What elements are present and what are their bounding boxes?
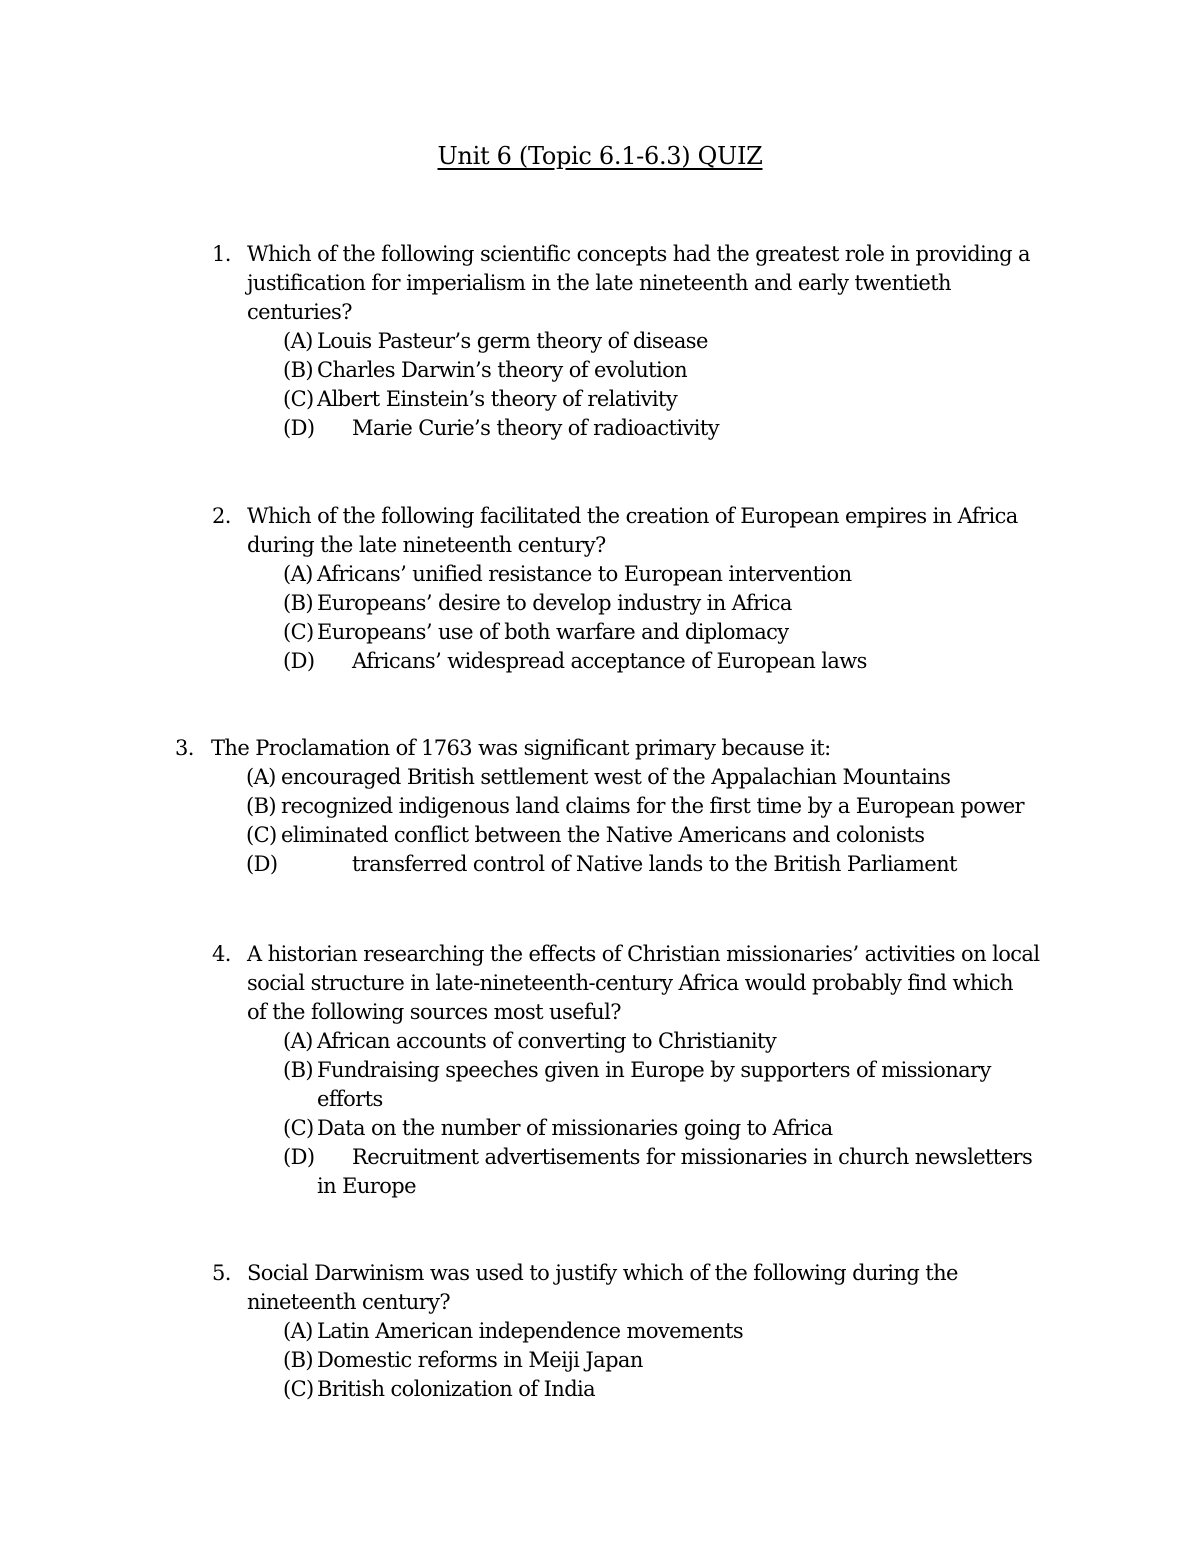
option-letter: (B)	[246, 794, 277, 818]
option-letter: (D)	[246, 852, 278, 876]
option-letter: (B)	[283, 1348, 314, 1372]
answer-option-a[interactable]	[247, 1317, 958, 1346]
answer-option-c[interactable]	[211, 821, 925, 850]
answer-option-d[interactable]	[211, 850, 957, 879]
question-number: 2.	[212, 504, 231, 528]
option-text: Europeans’ desire to develop industry in Africa	[317, 591, 792, 615]
answer-option-d[interactable]	[247, 647, 1018, 676]
question-text-line: during the late nineteenth century?	[247, 533, 606, 557]
option-text: African accounts of converting to Christianity	[317, 1029, 777, 1053]
answer-option-b[interactable]	[247, 1056, 1039, 1114]
option-text: recognized indigenous land claims for the first time by a European power	[281, 794, 1024, 818]
question-text-line: justification for imperialism in the late nineteenth and early twentieth	[247, 271, 951, 295]
question-text-line: Social Darwinism was used to justify which of the following during the	[247, 1261, 958, 1285]
answer-option-d[interactable]	[247, 414, 1030, 443]
question-text-line: Which of the following facilitated the creation of European empires in Africa	[247, 504, 1018, 528]
option-text: Marie Curie’s theory of radioactivity	[352, 416, 719, 440]
answer-option-a[interactable]	[211, 763, 951, 792]
option-text: Europeans’ use of both warfare and diplomacy	[317, 620, 789, 644]
option-text: Africans’ unified resistance to European intervention	[317, 562, 852, 586]
option-letter: (A)	[283, 1319, 313, 1343]
question-text-line: social structure in late-nineteenth-century Africa would probably find which	[247, 971, 1013, 995]
option-text: British colonization of India	[317, 1377, 596, 1401]
answer-option-a[interactable]	[247, 1027, 1039, 1056]
question-number: 1.	[212, 242, 231, 266]
option-letter: (C)	[283, 1116, 314, 1140]
option-letter: (B)	[283, 358, 314, 382]
option-letter: (D)	[283, 1145, 315, 1169]
option-letter: (A)	[283, 562, 313, 586]
question-text-line: of the following sources most useful?	[247, 1000, 621, 1024]
option-text: Recruitment advertisements for missionaries in church newsletters	[352, 1145, 1033, 1169]
answer-option-b[interactable]	[211, 792, 1024, 821]
option-text: Albert Einstein’s theory of relativity	[317, 387, 678, 411]
option-letter: (B)	[283, 591, 314, 615]
option-letter: (A)	[283, 1029, 313, 1053]
option-text: Fundraising speeches given in Europe by supporters of missionary	[317, 1058, 991, 1082]
option-text: eliminated conflict between the Native Americans and colonists	[281, 823, 925, 847]
question-number: 5.	[212, 1261, 231, 1285]
option-letter: (B)	[283, 1058, 314, 1082]
answer-option-c[interactable]	[247, 618, 1018, 647]
answer-option-b[interactable]	[247, 589, 1018, 618]
question-text-line: Which of the following scientific concepts had the greatest role in providing a	[247, 242, 1030, 266]
option-text: encouraged British settlement west of the Appalachian Mountains	[281, 765, 951, 789]
question-number: 3.	[175, 736, 194, 760]
answer-option-c[interactable]	[247, 385, 1030, 414]
option-letter: (C)	[283, 620, 314, 644]
answer-option-b[interactable]	[247, 356, 1030, 385]
option-text: Latin American independence movements	[317, 1319, 744, 1343]
option-text: Charles Darwin’s theory of evolution	[317, 358, 688, 382]
option-letter: (A)	[246, 765, 276, 789]
question-text-line: The Proclamation of 1763 was significant primary because it:	[211, 736, 831, 760]
question-text-line: A historian researching the effects of Christian missionaries’ activities on local	[247, 942, 1040, 966]
option-letter: (D)	[283, 416, 315, 440]
option-letter: (C)	[246, 823, 277, 847]
option-text-continued: in Europe	[317, 1174, 416, 1198]
option-text: Africans’ widespread acceptance of European laws	[352, 649, 867, 673]
question-text-line: centuries?	[247, 300, 352, 324]
answer-option-c[interactable]	[247, 1375, 958, 1404]
option-letter: (D)	[283, 649, 315, 673]
answer-option-a[interactable]	[247, 560, 1018, 589]
answer-option-a[interactable]	[247, 327, 1030, 356]
option-letter: (A)	[283, 329, 313, 353]
option-letter: (C)	[283, 1377, 314, 1401]
option-text: transferred control of Native lands to the British Parliament	[352, 852, 957, 876]
question-number: 4.	[212, 942, 231, 966]
question-text-line: nineteenth century?	[247, 1290, 451, 1314]
option-text: Domestic reforms in Meiji Japan	[317, 1348, 643, 1372]
option-text: Data on the number of missionaries going to Africa	[317, 1116, 833, 1140]
answer-option-c[interactable]	[247, 1114, 1039, 1143]
option-letter: (C)	[283, 387, 314, 411]
page-title: Unit 6 (Topic 6.1-6.3) QUIZ	[437, 142, 763, 170]
option-text-continued: efforts	[317, 1087, 383, 1111]
answer-option-d[interactable]	[247, 1143, 1039, 1201]
option-text: Louis Pasteur’s germ theory of disease	[317, 329, 708, 353]
answer-option-b[interactable]	[247, 1346, 958, 1375]
